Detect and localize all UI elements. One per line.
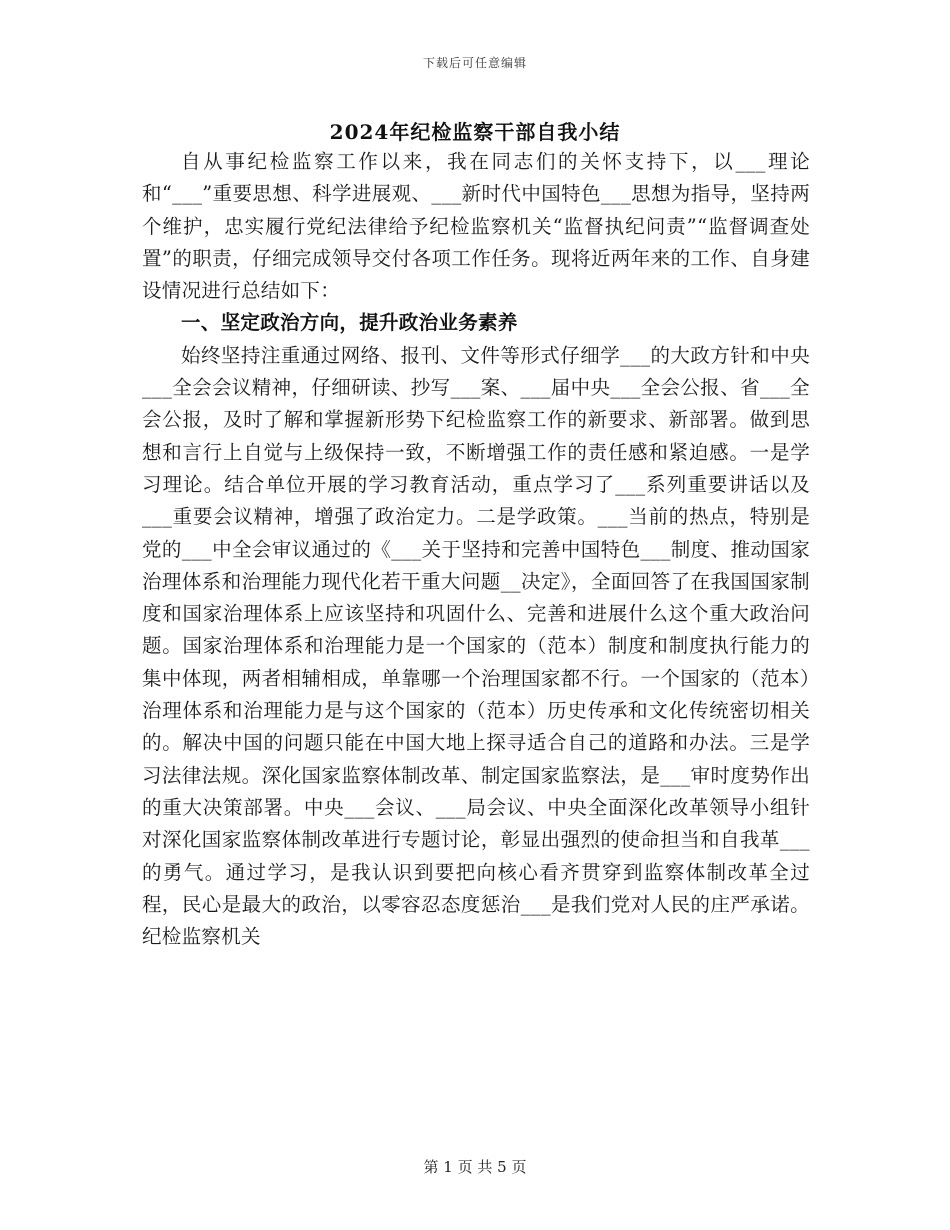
page-header-note: 下载后可任意编辑 xyxy=(422,56,527,70)
section-paragraph: 始终坚持注重通过网络、报刊、文件等形式仔细学___的大政方针和中央___全会会议精神，仔细研读、抄写___案、___届中央___全会公报、省___全会公报，及时了解和掌握新形势下纪检监察工作的新要求、新部署。做到思想和言行上自觉与上级保持一致，不断增强工作的责任感和紧迫感。一是学习理论。结合单位开展的学习教育活动，重点学习了___系列重要讲话以及___重要会议精神，增强了政治定力。二是学政策。___当前的热点，特别是党的___中全会审议通过的《___关于坚持和完善中国特色___制度、推动国家治理体系和治理能力现代化若干重大问题__决定》，全面回答了在我国国家制度和国家治理体系上应该坚持和巩固什么、完善和进展什么这个重大政治问题。国家治理体系和治理能力是一个国家的（范本）制度和制度执行能力的集中体现，两者相辅相成，单靠哪一个治理国家都不行。一个国家的（范本）治理体系和治理能力是与这个国家的（范本）历史传承和文化传统密切相关的。解决中国的问题只能在中国大地上探寻适合自己的道路和办法。三是学习法律法规。深化国家监察体制改革、制定国家监察法，是___审时度势作出的重大决策部署。中央___会议、___局会议、中央全面深化改革领导小组针对深化国家监察体制改革进行专题讨论，彰显出强烈的使命担当和自我革___的勇气。通过学习，是我认识到要把向核心看齐贯穿到监察体制改革全过程，民心是最大的政治，以零容忍态度惩治___是我们党对人民的庄严承诺。纪检监察机关 xyxy=(142,343,810,949)
page-number: 第 1 页 共 5 页 xyxy=(423,1158,527,1176)
section-heading: 一、坚定政治方向，提升政治业务素养 xyxy=(181,311,518,335)
document-body xyxy=(142,146,810,953)
intro-paragraph: 自从事纪检监察工作以来，我在同志们的关怀支持下，以___理论和“___”重要思想、科学进展观、___新时代中国特色___思想为指导，坚持两个维护，忠实履行党纪法律给予纪检监察机关“监督执纪问责”“监督调查处置”的职责，仔细完成领导交付各项工作任务。现将近两年来的工作、自身建设情况进行总结如下： xyxy=(142,150,811,303)
document-title: 2024年纪检监察干部自我小结 xyxy=(329,120,621,144)
